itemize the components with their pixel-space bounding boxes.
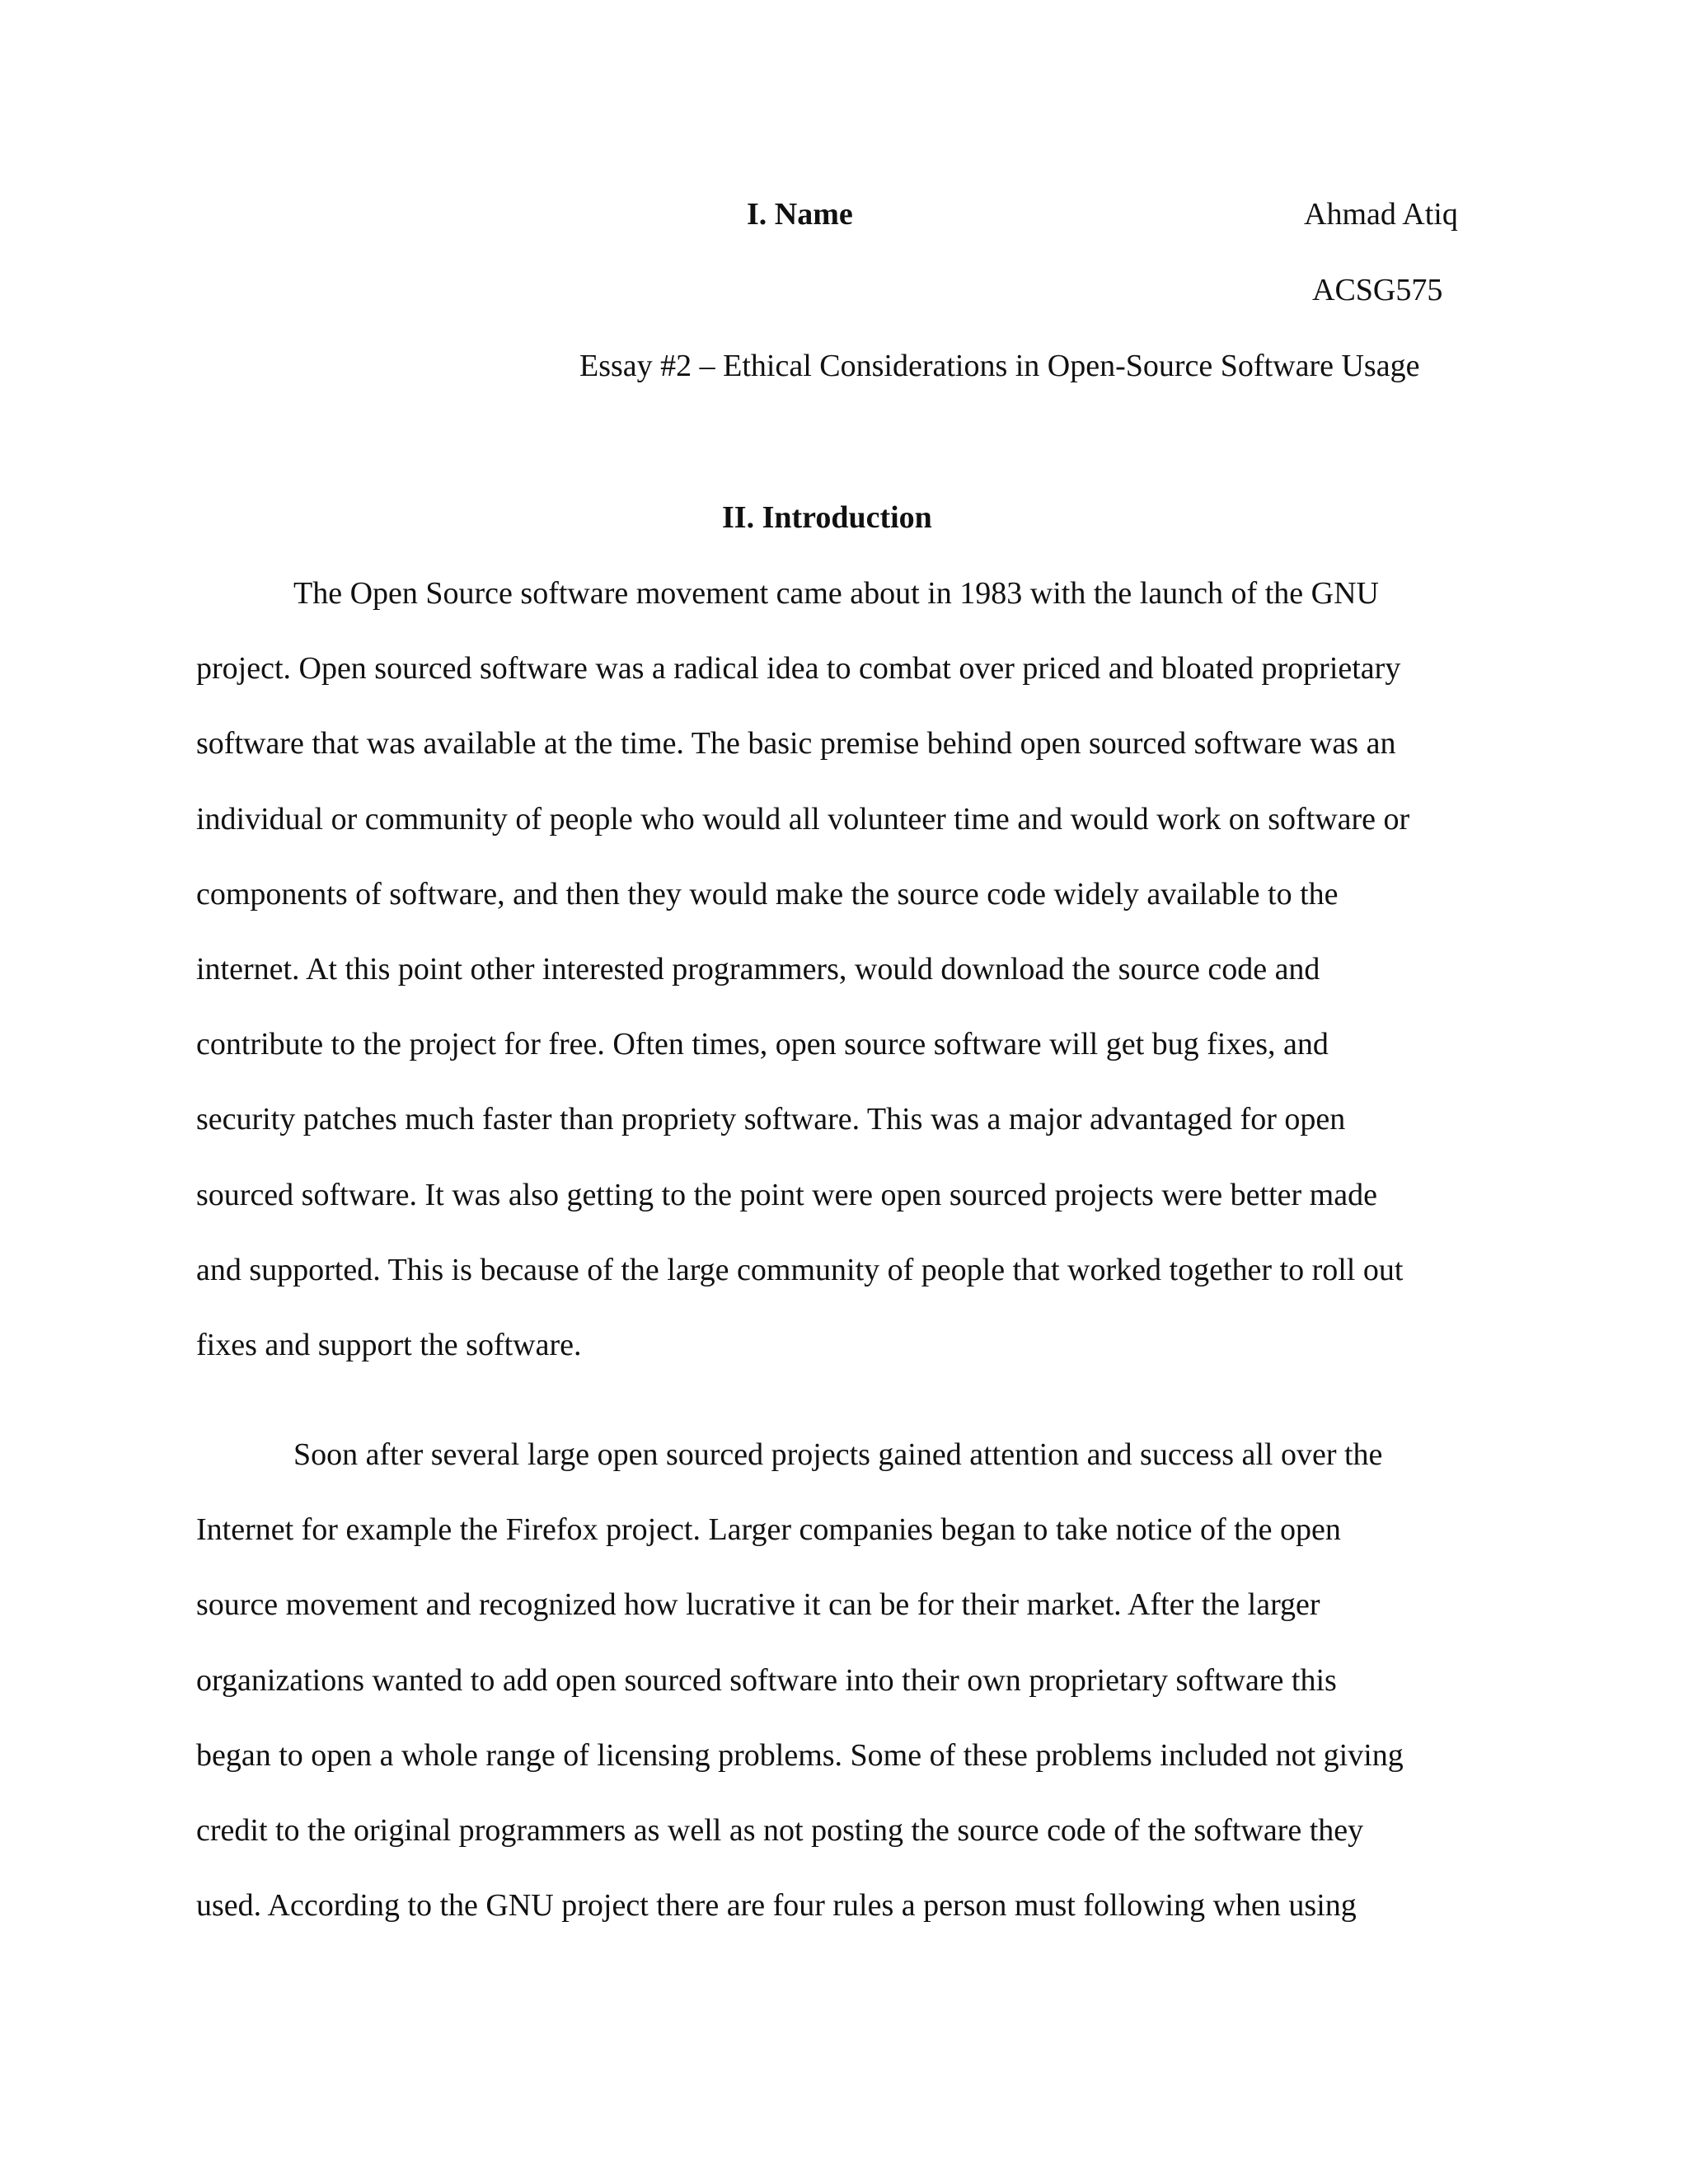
- paragraph-line: Soon after several large open sourced projects gained attention and success all over the: [293, 1437, 1383, 1472]
- paragraph-line: security patches much faster than propriety software. This was a major advantaged for open: [196, 1102, 1346, 1137]
- paragraph-line: Internet for example the Firefox project. Larger companies began to take notice of the open: [196, 1512, 1341, 1548]
- intro-paragraph-2: [196, 1418, 1482, 1943]
- paragraph-line: contribute to the project for free. Often times, open source software will get bug fixes, and: [196, 1027, 1329, 1062]
- paragraph-line: organizations wanted to add open sourced software into their own proprietary software this: [196, 1662, 1337, 1698]
- paragraph-line: sourced software. It was also getting to the point were open sourced projects were better made: [196, 1177, 1377, 1212]
- paragraph-line: and supported. This is because of the large community of people that worked together to roll out: [196, 1252, 1404, 1287]
- paragraph-line: components of software, and then they would make the source code widely available to the: [196, 876, 1339, 912]
- intro-paragraph-1: [196, 556, 1482, 1383]
- paragraph-line: fixes and support the software.: [196, 1328, 582, 1363]
- paragraph-line: project. Open sourced software was a radical idea to combat over priced and bloated proprietary: [196, 651, 1401, 687]
- author-name: Ahmad Atiq: [1304, 197, 1458, 232]
- introduction-heading: II. Introduction: [722, 500, 932, 535]
- paragraph-line: software that was available at the time. The basic premise behind open sourced software was an: [196, 726, 1396, 762]
- essay-title: Essay #2 – Ethical Considerations in Open-Source Software Usage: [579, 349, 1420, 383]
- section-name-heading: I. Name: [747, 197, 853, 232]
- paragraph-line: credit to the original programmers as well as not posting the source code of the software they: [196, 1813, 1364, 1849]
- course-code: ACSG575: [1312, 273, 1443, 307]
- paragraph-line: source movement and recognized how lucrative it can be for their market. After the larger: [196, 1587, 1320, 1623]
- paragraph-line: internet. At this point other interested programmers, would download the source code and: [196, 952, 1320, 987]
- paragraph-line: individual or community of people who would all volunteer time and would work on software or: [196, 801, 1410, 837]
- paragraph-line: used. According to the GNU project there are four rules a person must following when using: [196, 1888, 1357, 1924]
- paragraph-line: began to open a whole range of licensing problems. Some of these problems included not giving: [196, 1737, 1404, 1773]
- paragraph-line: The Open Source software movement came about in 1983 with the launch of the GNU: [293, 576, 1379, 611]
